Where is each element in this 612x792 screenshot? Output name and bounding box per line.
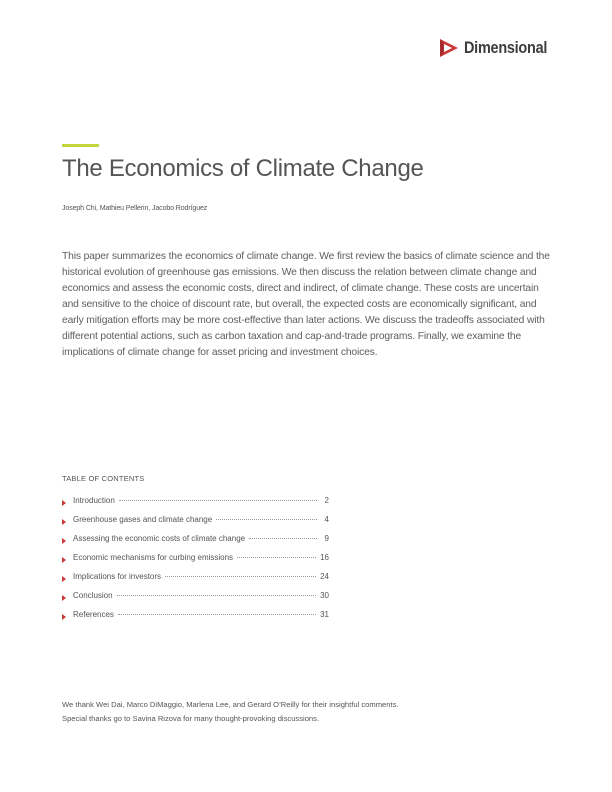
toc-arrow-icon [62, 576, 66, 582]
toc-item-conclusion[interactable] [62, 591, 329, 610]
toc-arrow-icon [62, 557, 66, 563]
toc-item-page: 16 [320, 553, 329, 562]
toc-item-page: 2 [324, 496, 329, 505]
toc-heading: TABLE OF CONTENTS [62, 474, 145, 483]
acknowledgments-line-2: Special thanks go to Savina Rizova for many thought-provoking discussions. [62, 714, 320, 723]
brand-name: Dimensional [464, 38, 548, 57]
toc-leader-dots [216, 519, 317, 520]
toc-item-page: 30 [320, 591, 329, 600]
toc-arrow-icon [62, 538, 66, 544]
toc-item-label: Greenhouse gases and climate change [73, 515, 213, 524]
toc-item-page: 31 [320, 610, 329, 619]
toc-item-label: Assessing the economic costs of climate change [73, 534, 246, 543]
toc-item-implications[interactable] [62, 572, 329, 591]
toc-arrow-icon [62, 595, 66, 601]
toc-leader-dots [249, 538, 317, 539]
toc-item-economic-costs[interactable] [62, 534, 329, 553]
table-of-contents [62, 474, 329, 629]
dimensional-logo-icon [438, 37, 460, 59]
toc-item-label: References [73, 610, 114, 619]
toc-item-page: 9 [324, 534, 329, 543]
toc-item-economic-mechanisms[interactable] [62, 553, 329, 572]
toc-item-introduction[interactable] [62, 496, 329, 515]
toc-leader-dots [117, 595, 317, 596]
toc-item-greenhouse-gases[interactable] [62, 515, 329, 534]
toc-item-label: Implications for investors [73, 572, 162, 581]
toc-item-page: 4 [324, 515, 329, 524]
toc-list [62, 496, 329, 629]
toc-leader-dots [119, 500, 317, 501]
toc-item-label: Conclusion [73, 591, 113, 600]
acknowledgments-line-1: We thank Wei Dai, Marco DiMaggio, Marlena Lee, and Gerard O’Reilly for their insightful comments. [62, 700, 399, 709]
toc-leader-dots [237, 557, 316, 558]
paper-authors: Joseph Chi, Mathieu Pellerin, Jacobo Rodríguez [62, 205, 208, 212]
toc-arrow-icon [62, 614, 66, 620]
acknowledgments [62, 698, 399, 726]
toc-item-label: Economic mechanisms for curbing emissions [73, 553, 234, 562]
toc-leader-dots [118, 614, 316, 615]
paper-abstract: This paper summarizes the economics of climate change. We first review the basics of climate science and the historical evolution of greenhouse gas emissions. We then discuss the relation between climate change and economics and assess the economic costs, direct and indirect, of climate change. These costs are uncertain and sensitive to the choice of discount rate, but overall, the expected costs are economically significant, and early mitigation efforts may be more cost-effective than later actions. We discuss the tradeoffs associated with different potential actions, such as carbon taxation and cap-and-trade programs. Finally, we examine the implications of climate change for asset pricing and investment choices. [62, 251, 550, 358]
paper-title: The Economics of Climate Change [62, 155, 424, 182]
toc-arrow-icon [62, 500, 66, 506]
toc-arrow-icon [62, 519, 66, 525]
title-accent-bar [62, 144, 99, 147]
toc-item-label: Introduction [73, 496, 115, 505]
toc-leader-dots [165, 576, 316, 577]
toc-item-page: 24 [320, 572, 329, 581]
brand-logo [438, 37, 562, 59]
toc-item-references[interactable] [62, 610, 329, 629]
